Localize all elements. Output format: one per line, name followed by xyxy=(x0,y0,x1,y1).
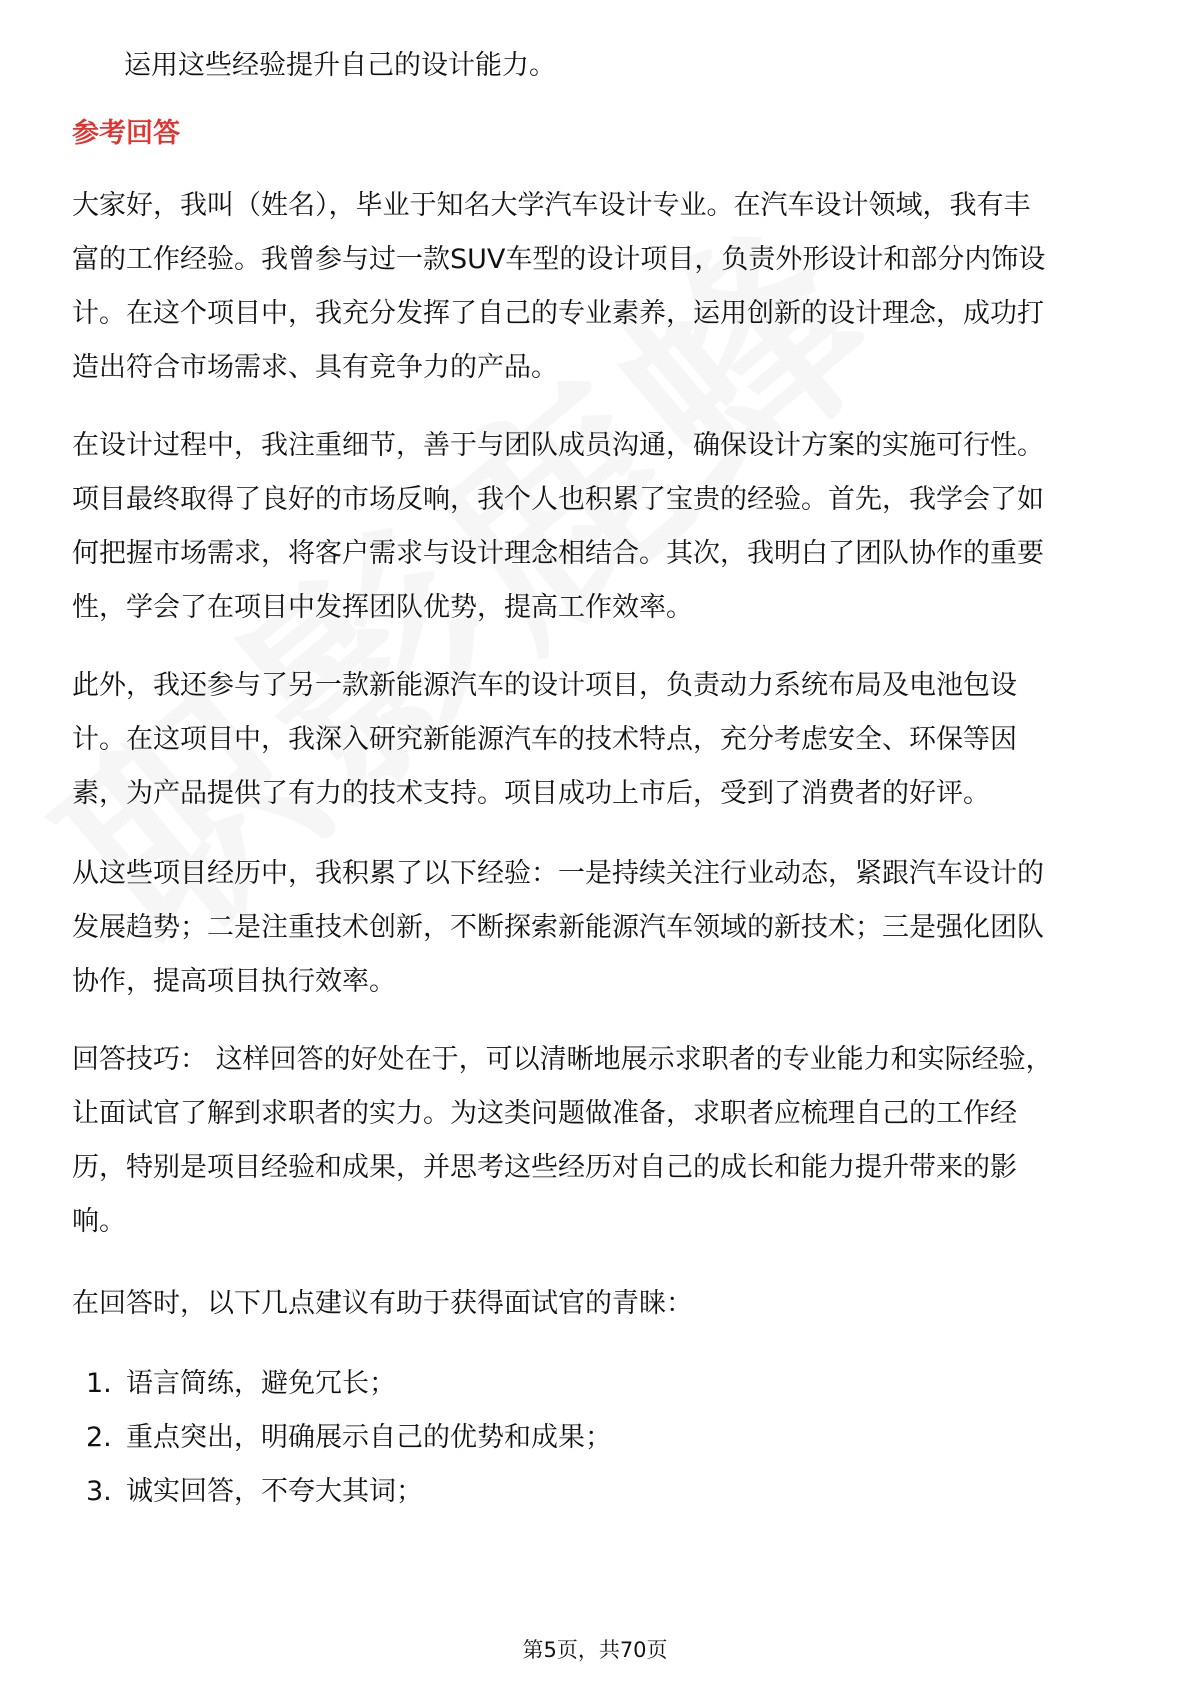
paragraph-5-line-3: 历，特别是项目经验和成果，并思考这些经历对自己的成长和能力提升带来的影 xyxy=(72,1152,1017,1183)
list-item-number: 1. xyxy=(86,1368,112,1399)
paragraph-4-line-3: 协作，提高项目执行效率。 xyxy=(72,966,396,997)
page-footer: 第5页，共70页 xyxy=(522,1638,668,1662)
paragraph-2-line-3: 何把握市场需求，将客户需求与设计理念相结合。其次，我明白了团队协作的重要 xyxy=(72,538,1044,569)
paragraph-3-line-1: 此外，我还参与了另一款新能源汽车的设计项目，负责动力系统布局及电池包设 xyxy=(72,670,1017,701)
list-item-text: 语言简练，避免冗长； xyxy=(126,1368,396,1399)
list-item-number: 3. xyxy=(86,1476,112,1507)
list-item xyxy=(86,1418,612,1458)
list-item xyxy=(86,1472,423,1512)
paragraph-5-line-1: 回答技巧： 这样回答的好处在于，可以清晰地展示求职者的专业能力和实际经验， xyxy=(72,1044,1053,1075)
paragraph-1-line-3: 计。在这个项目中，我充分发挥了自己的专业素养，运用创新的设计理念，成功打 xyxy=(72,298,1044,329)
paragraph-5-line-4: 响。 xyxy=(72,1206,126,1237)
paragraph-2-line-1: 在设计过程中，我注重细节，善于与团队成员沟通，确保设计方案的实施可行性。 xyxy=(72,430,1044,461)
paragraph-2-line-4: 性，学会了在项目中发挥团队优势，提高工作效率。 xyxy=(72,592,693,623)
list-item-number: 2. xyxy=(86,1422,112,1453)
paragraph-6-line-1: 在回答时，以下几点建议有助于获得面试官的青睐： xyxy=(72,1288,693,1319)
list-item-text: 诚实回答，不夸大其词； xyxy=(126,1476,423,1507)
paragraph-3-line-2: 计。在这项目中，我深入研究新能源汽车的技术特点，充分考虑安全、环保等因 xyxy=(72,724,1017,755)
paragraph-1-line-4: 造出符合市场需求、具有竞争力的产品。 xyxy=(72,352,558,383)
list-item-text: 重点突出，明确展示自己的优势和成果； xyxy=(126,1422,612,1453)
section-heading: 参考回答 xyxy=(72,118,180,149)
paragraph-4-line-1: 从这些项目经历中，我积累了以下经验：一是持续关注行业动态，紧跟汽车设计的 xyxy=(72,858,1044,889)
paragraph-5-line-2: 让面试官了解到求职者的实力。为这类问题做准备，求职者应梳理自己的工作经 xyxy=(72,1098,1017,1129)
paragraph-4-line-2: 发展趋势；二是注重技术创新，不断探索新能源汽车领域的新技术；三是强化团队 xyxy=(72,912,1044,943)
intro-line: 运用这些经验提升自己的设计能力。 xyxy=(124,50,556,81)
list-item xyxy=(86,1364,396,1404)
paragraph-1-line-1: 大家好，我叫（姓名），毕业于知名大学汽车设计专业。在汽车设计领域，我有丰 xyxy=(72,190,1031,221)
paragraph-1-line-2: 富的工作经验。我曾参与过一款SUV车型的设计项目，负责外形设计和部分内饰设 xyxy=(72,244,1046,275)
paragraph-2-line-2: 项目最终取得了良好的市场反响，我个人也积累了宝贵的经验。首先，我学会了如 xyxy=(72,484,1044,515)
paragraph-3-line-3: 素，为产品提供了有力的技术支持。项目成功上市后，受到了消费者的好评。 xyxy=(72,778,990,809)
